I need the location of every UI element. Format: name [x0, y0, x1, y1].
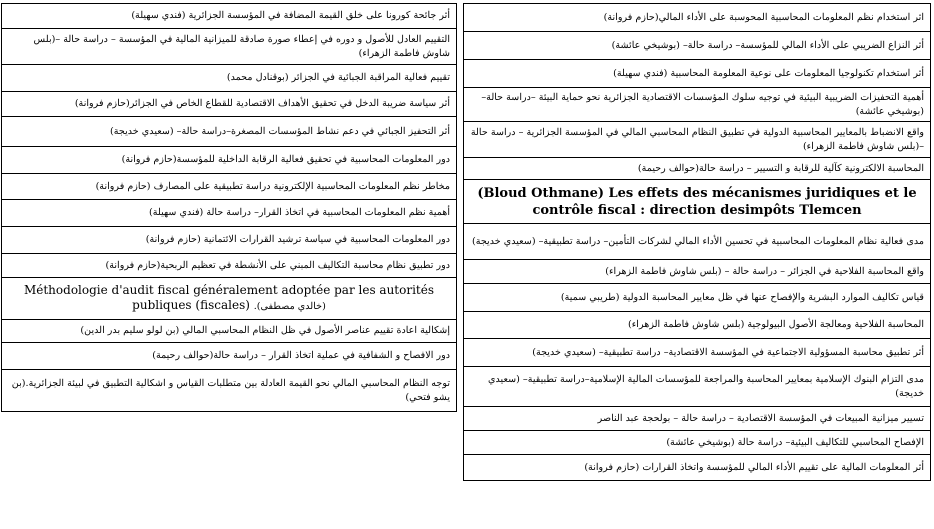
- left-topic-5: أثر التحفيز الجبائي في دعم نشاط المؤسسات المصغرة–دراسة حالة– (سعيدي خديجة): [2, 117, 457, 147]
- right-topic-16: أثر المعلومات المالية على تقييم الأداء المالي للمؤسسة واتخاذ القرارات (حازم فروانة): [464, 455, 931, 481]
- left-topic-11-french: Méthodologie d'audit fiscal généralement adoptée par les autorités publiques (fiscales): [23, 283, 435, 312]
- right-topics-table: [463, 3, 931, 481]
- right-topic-15: الإفصاح المحاسبي للتكاليف البيئية– دراسة حالة (بوشيخي عائشة): [464, 431, 931, 455]
- right-topic-8: مدى فعالية نظام المعلومات المحاسبية في تحسين الأداء المالي لشركات التأمين– دراسة تطبيقية– (سعيدي خديجة): [464, 224, 931, 260]
- left-topic-1: أثر جائحة كورونا على خلق القيمة المضافة في المؤسسة الجزائرية (فندي سهيلة): [2, 4, 457, 29]
- left-topic-14: توجه النظام المحاسبي المالي نحو القيمة العادلة بين متطلبات القياس و اشكالية التطبيق في لبيئة الجزائرية.(بن يشو فتحي): [2, 370, 457, 412]
- left-topic-11-author: (خالدي مصطفى).: [253, 301, 326, 312]
- right-topic-3: أثر استخدام تكنولوجيا المعلومات على نوعية المعلومة المحاسبية (فندي سهيلة): [464, 60, 931, 88]
- right-topic-11: المحاسبة الفلاحية ومعالجة الأصول البيولوجية (بلس شاوش فاطمة الزهراء): [464, 312, 931, 339]
- right-topic-1: اثر استخدام نظم المعلومات المحاسبية المحوسبة على الأداء المالي(حازم فروانة): [464, 4, 931, 32]
- right-topic-2: أثر النزاع الضريبي على الأداء المالي للمؤسسة– دراسة حالة– (بوشيخي عائشة): [464, 32, 931, 60]
- left-topic-8: أهمية نظم المعلومات المحاسبية في اتخاذ القرار– دراسة حالة (فندي سهيلة): [2, 200, 457, 227]
- right-topic-6: المحاسبة الالكترونية كآلية للرقابة و التسيير – دراسة حالة(حوالف رحيمة): [464, 158, 931, 180]
- right-topic-4: أهمية التحفيزات الضريبية البيئية في توجيه سلوك المؤسسات الاقتصادية الجزائرية نحو حماية البيئة –دراسة حالة– (بوشيخي عائشة): [464, 88, 931, 122]
- left-topic-11: [2, 278, 457, 320]
- left-topics-table: [1, 3, 457, 412]
- left-topic-4: أثر سياسة ضريبة الدخل في تحقيق الأهداف الاقتصادية للقطاع الخاص في الجزائر(حازم فروانة): [2, 92, 457, 117]
- left-topic-13: دور الافصاح و الشفافية في عملية اتخاذ القرار – دراسة حالة(حوالف رحيمة): [2, 343, 457, 370]
- right-topic-5: واقع الانضباط بالمعايير المحاسبية الدولية في تطبيق النظام المحاسبي المالي في المؤسسة الجزائرية – دراسة حالة –(بلس شاوش فاطمة الزهراء): [464, 122, 931, 158]
- right-topic-13: مدى التزام البنوك الإسلامية بمعايير المحاسبة والمراجعة للمؤسسات المالية الإسلامية–دراسة تطبيقية– (سعيدي خديجة): [464, 367, 931, 407]
- right-topic-7: (Bloud Othmane) Les effets des mécanismes juridiques et le contrôle fiscal : direction desimpôts Tlemcen: [464, 180, 931, 224]
- left-topic-7: مخاطر نظم المعلومات المحاسبية الإلكترونية دراسة تطبيقية على المصارف (حازم فروانة): [2, 174, 457, 200]
- left-topic-10: دور تطبيق نظام محاسبة التكاليف المبني على الأنشطة في تعظيم الربحية(حازم فروانة): [2, 254, 457, 278]
- right-topic-9: واقع المحاسبة الفلاحية في الجزائر – دراسة حالة – (بلس شاوش فاطمة الزهراء): [464, 260, 931, 284]
- right-topic-12: أثر تطبيق محاسبة المسؤولية الاجتماعية في المؤسسة الاقتصادية– دراسة تطبيقية– (سعيدي خديجة): [464, 339, 931, 367]
- left-topic-9: دور المعلومات المحاسبية في سياسة ترشيد القرارات الائتمانية (حازم فروانة): [2, 227, 457, 254]
- left-topic-6: دور المعلومات المحاسبية في تحقيق فعالية الرقابة الداخلية للمؤسسة(حازم فروانة): [2, 147, 457, 174]
- left-topic-3: تقييم فعالية المراقبة الجبائية في الجزائر (بوقنادل محمد): [2, 65, 457, 92]
- right-topic-14: تسيير ميزانية المبيعات في المؤسسة الاقتصادية – دراسة حالة – بولحجة عبد الناصر: [464, 407, 931, 431]
- right-topic-10: قياس تكاليف الموارد البشرية والإفصاح عنها في ظل معايير المحاسبة الدولية (طريبي سمية): [464, 284, 931, 312]
- left-topic-2: التقييم العادل للأصول و دوره في إعطاء صورة صادقة للميزانية المالية في المؤسسة – دراسة حالة –(بلس شاوش فاطمة الزهراء): [2, 29, 457, 65]
- left-topic-12: إشكالية اعادة تقييم عناصر الأصول في ظل النظام المحاسبي المالي (بن لولو سليم بدر الدين): [2, 320, 457, 343]
